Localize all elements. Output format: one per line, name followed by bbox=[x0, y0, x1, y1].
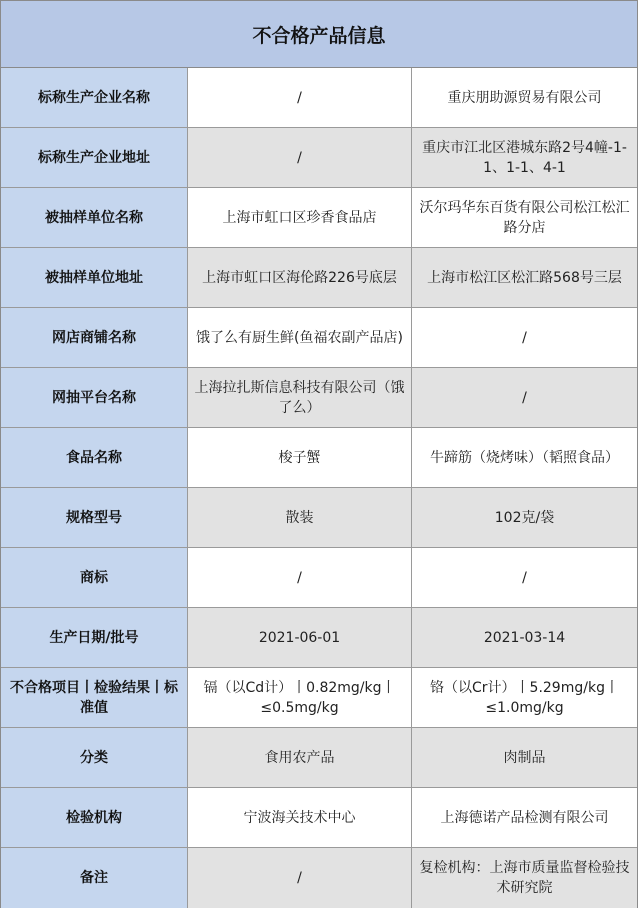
cell-value-2: 2021-03-14 bbox=[412, 608, 637, 668]
row-label: 规格型号 bbox=[1, 488, 188, 548]
cell-value-1: 上海拉扎斯信息科技有限公司（饿了么） bbox=[188, 368, 412, 428]
cell-value-1: 2021-06-01 bbox=[188, 608, 412, 668]
cell-value-2: 沃尔玛华东百货有限公司松江松汇路分店 bbox=[412, 188, 637, 248]
cell-value-1: 镉（以Cd计）丨0.82mg/kg丨≤0.5mg/kg bbox=[188, 668, 412, 728]
cell-value-1: 上海市虹口区海伦路226号底层 bbox=[188, 248, 412, 308]
cell-value-2: 重庆市江北区港城东路2号4幢-1-1、1-1、4-1 bbox=[412, 128, 637, 188]
cell-value-1: 食用农产品 bbox=[188, 728, 412, 788]
cell-value-2: 复检机构：上海市质量监督检验技术研究院 bbox=[412, 848, 637, 908]
table-title: 不合格产品信息 bbox=[1, 1, 637, 68]
cell-value-2: 重庆朋助源贸易有限公司 bbox=[412, 68, 637, 128]
cell-value-2: / bbox=[412, 548, 637, 608]
row-label: 生产日期/批号 bbox=[1, 608, 188, 668]
row-label: 标称生产企业名称 bbox=[1, 68, 188, 128]
cell-value-1: 梭子蟹 bbox=[188, 428, 412, 488]
cell-value-1: / bbox=[188, 68, 412, 128]
cell-value-1: 上海市虹口区珍香食品店 bbox=[188, 188, 412, 248]
row-label: 标称生产企业地址 bbox=[1, 128, 188, 188]
row-label: 检验机构 bbox=[1, 788, 188, 848]
row-label: 分类 bbox=[1, 728, 188, 788]
cell-value-1: 散装 bbox=[188, 488, 412, 548]
cell-value-1: / bbox=[188, 128, 412, 188]
cell-value-2: 102克/袋 bbox=[412, 488, 637, 548]
cell-value-1: / bbox=[188, 848, 412, 908]
cell-value-2: 牛蹄筋（烧烤味）（韬照食品） bbox=[412, 428, 637, 488]
cell-value-1: 宁波海关技术中心 bbox=[188, 788, 412, 848]
cell-value-1: / bbox=[188, 548, 412, 608]
row-label: 商标 bbox=[1, 548, 188, 608]
cell-value-2: 肉制品 bbox=[412, 728, 637, 788]
cell-value-2: 上海市松江区松汇路568号三层 bbox=[412, 248, 637, 308]
cell-value-2: / bbox=[412, 368, 637, 428]
row-label: 被抽样单位地址 bbox=[1, 248, 188, 308]
cell-value-1: 饿了么有厨生鲜(鱼福农副产品店) bbox=[188, 308, 412, 368]
row-label: 备注 bbox=[1, 848, 188, 908]
row-label: 网抽平台名称 bbox=[1, 368, 188, 428]
row-label: 网店商铺名称 bbox=[1, 308, 188, 368]
cell-value-2: 上海德诺产品检测有限公司 bbox=[412, 788, 637, 848]
cell-value-2: / bbox=[412, 308, 637, 368]
row-label: 不合格项目丨检验结果丨标准值 bbox=[1, 668, 188, 728]
row-label: 食品名称 bbox=[1, 428, 188, 488]
cell-value-2: 铬（以Cr计）丨5.29mg/kg丨≤1.0mg/kg bbox=[412, 668, 637, 728]
row-label: 被抽样单位名称 bbox=[1, 188, 188, 248]
